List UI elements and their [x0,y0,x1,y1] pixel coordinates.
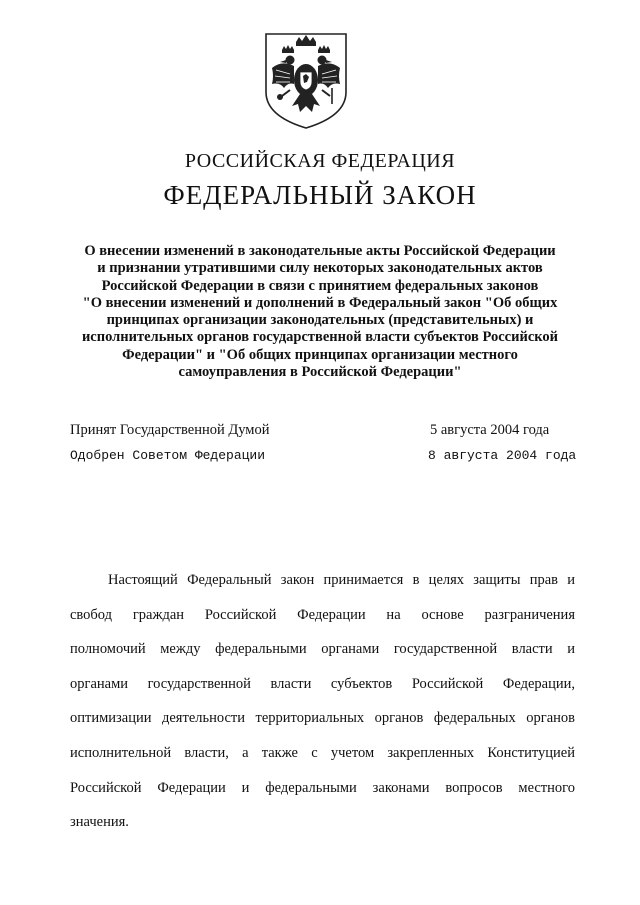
paragraph-line: органами государственной власти субъектов Российской Федерации, [70,675,575,692]
document-type-heading: ФЕДЕРАЛЬНЫЙ ЗАКОН [163,180,477,210]
duma-adoption-date: 5 августа 2004 года [430,422,550,438]
country-name: РОССИЙСКАЯ ФЕДЕРАЦИЯ [184,150,456,172]
paragraph-line: Настоящий Федеральный закон принимается в целях защиты прав и [108,572,575,588]
paragraph-line: оптимизации деятельности территориальных органов федеральных органов [70,710,575,727]
council-approval-date: 8 августа 2004 года [428,448,577,463]
law-title-line: Российской Федерации в связи с принятием федеральных законов [101,277,539,294]
law-title-line: Федерации" и "Об общих принципах организации местного [122,346,518,363]
law-title-line: самоуправления в Российской Федерации" [178,364,462,381]
law-title-line: "О внесении изменений и дополнений в Федеральный закон "Об общих [82,294,558,311]
law-title-line: принципах организации законодательных (представительных) и [106,312,534,329]
law-title [60,243,580,381]
law-title-line: исполнительных органов государственной власти субъектов Российской [81,329,559,346]
paragraph-line: свобод граждан Российской Федерации на основе разграничения [70,606,575,623]
paragraph-line: Российской Федерации и федеральными законами вопросов местного [70,779,575,796]
preamble-paragraph [70,563,575,840]
law-title-line: О внесении изменений в законодательные акты Российской Федерации [84,243,556,259]
paragraph-line: значения. [70,814,129,831]
coat-of-arms-icon [260,30,352,130]
duma-adoption-label: Принят Государственной Думой [70,422,270,438]
council-approval-label: Одобрен Советом Федерации [70,448,266,463]
paragraph-line: исполнительной власти, а также с учетом закрепленных Конституцией [70,744,575,761]
law-title-line: и признании утратившими силу некоторых законодательных актов [97,260,543,277]
paragraph-line: полномочий между федеральными органами государственной власти и [70,641,575,658]
